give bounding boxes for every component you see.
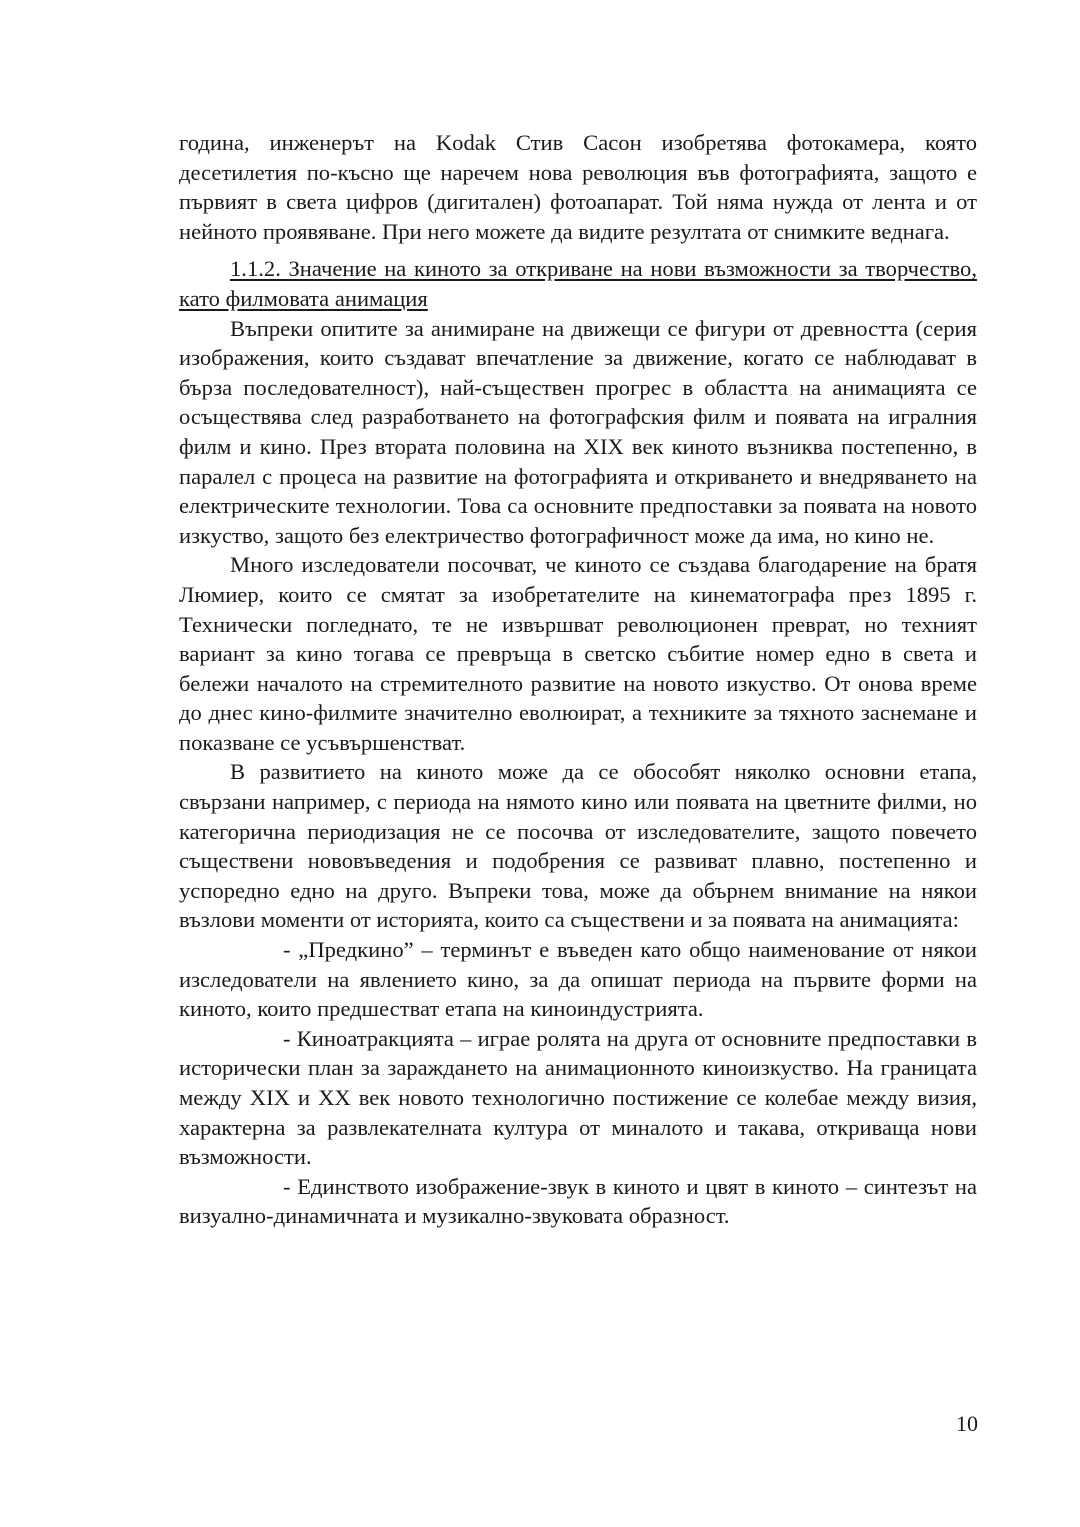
body-paragraph: Много изследователи посочват, че киното се създава благодарение на братя Люмиер, които се смятат за изобретателите на кинематографа през 1895 г. Технически погледнато, те не извършват революционен преврат, но техният вариант за кино тогава се превръща в светско събитие номер едно в света и бележи началото на стремителното развитие на новото изкуство. От онова време до днес кино-филмите значително еволюират, а техниките за тяхното заснемане и показване се усъвършенстват. (179, 552, 977, 755)
body-paragraph: В развитието на киното може да се обособят няколко основни етапа, свързани например, с периода на нямото кино или появата на цветните филми, но категорична периодизация не се посочва от изследователите, защото повечето съществени нововъведения и подобрения се развиват плавно, постепенно и успоредно едно на друго. Въпреки това, може да обърнем внимание на някои възлови моменти от историята, които са съществени и за появата на анимацията: (179, 759, 977, 933)
body-paragraph: Въпреки опитите за анимиране на движещи се фигури от древността (серия изображения, които създават впечатление за движение, когато се наблюдават в бърза последователност), най-съществен прогрес в областта на анимацията се осъществява след разработването на фотографския филм и появата на игралния филм и кино. През втората половина на XIX век киното възниква постепенно, в паралел с процеса на развитие на фотографията и откриването и внедряването на електрическите технологии. Това са основните предпоставки за появата на новото изкуство, защото без електричество фотографичност може да има, но кино не. (179, 315, 977, 548)
document-page (179, 128, 977, 1231)
page-number: 10 (956, 1411, 978, 1436)
intro-paragraph: година, инженерът на Kodak Стив Сасон изобретява фотокамера, която десетилетия по-късно ще наречем нова революция във фотографията, защото е първият в света цифров (дигитален) фотоапарат. Той няма нужда от лента и от нейното проявяване. При него можете да видите резултата от снимките веднага. (179, 130, 977, 244)
list-item: - „Предкино” – терминът е въведен като общо наименование от някои изследователи на явлението кино, за да опишат периода на първите форми на киното, които предшестват етапа на киноиндустрията. (179, 937, 977, 1022)
section-heading: 1.1.2. Значение на киното за откриване на нови възможности за творчество, като филмовата анимация (179, 256, 977, 311)
list-item: - Единството изображение-звук в киното и цвят в киното – синтезът на визуално-динамичната и музикално-звуковата образност. (179, 1173, 977, 1229)
list-item: - Киноатракцията – играе ролята на друга от основните предпоставки в исторически план за зараждането на анимационното киноизкуство. На границата между XIX и XX век новото технологично постижение се колебае между визия, характерна за развлекателната култура от миналото и такава, откриваща нови възможности. (179, 1025, 977, 1170)
